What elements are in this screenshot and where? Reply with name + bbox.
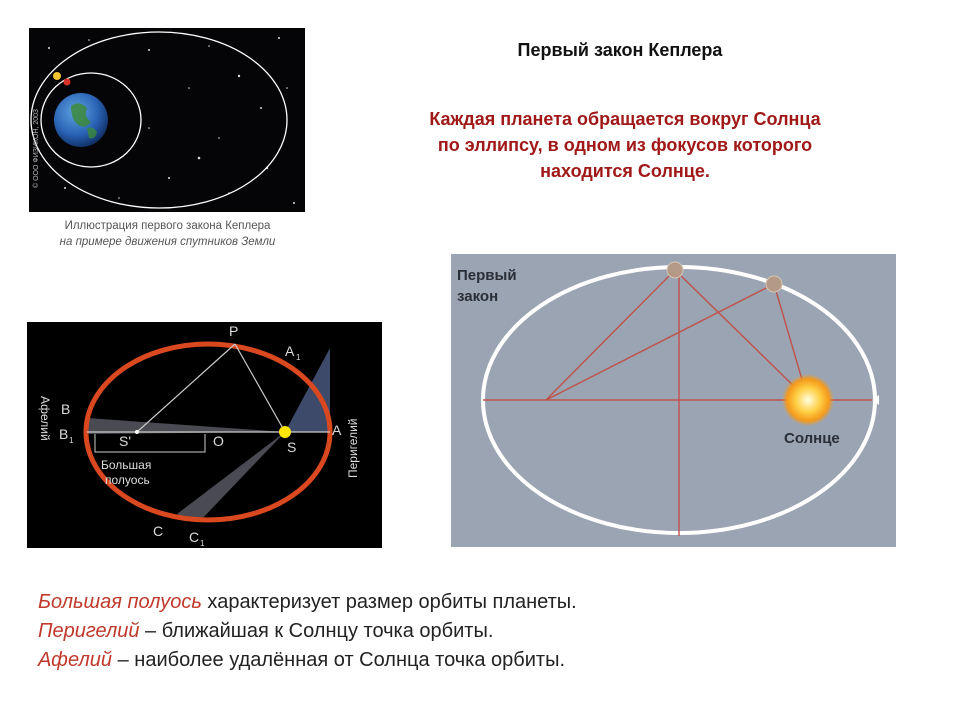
planet-icon-2 [766, 276, 782, 292]
sun-label: Солнце [784, 430, 840, 447]
definition-text: характеризует размер орбиты планеты. [201, 591, 577, 613]
label-semimajor-1: Большая [101, 458, 152, 472]
label-o: O [213, 433, 224, 449]
caption-line-1: Иллюстрация первого закона Кеплера [64, 220, 271, 232]
label-b: B [61, 401, 71, 417]
caption-line-2: на примере движения спутников Земли [59, 236, 276, 248]
law-line-1: Каждая планета обращается вокруг Солнца [429, 109, 821, 129]
definition-perihelion [38, 617, 918, 646]
label-p: P [229, 323, 239, 339]
label-s-prime: S' [119, 433, 132, 449]
law-label-line-1: Первый [457, 267, 517, 284]
definition-semimajor [38, 588, 918, 617]
watermark: © ООО ФИЗИКОН, 2003 [33, 109, 40, 188]
term-semimajor: Большая полуось [38, 591, 202, 613]
image-caption [20, 218, 315, 250]
first-law-image [451, 254, 896, 547]
satellite-yellow [53, 72, 61, 80]
label-c1-sub: 1 [200, 539, 205, 548]
law-line-3: находится Солнце. [540, 161, 710, 181]
satellite-orbits-image [29, 28, 305, 212]
orbit-diagram-image [27, 322, 382, 548]
sun-icon [782, 374, 834, 426]
law-label-line-2: закон [457, 288, 499, 305]
planet-icon-1 [667, 262, 683, 278]
definition-text: – наиболее удалённая от Солнца точка орбиты. [112, 649, 566, 671]
term-perihelion: Перигелий [38, 620, 140, 642]
law-statement [360, 106, 890, 184]
label-c: C [153, 523, 164, 539]
law-line-2: по эллипсу, в одном из фокусов которого [437, 135, 813, 155]
label-s: S [287, 439, 297, 455]
label-perihelion: Перигелий [346, 418, 360, 478]
label-b1: B [59, 426, 69, 442]
label-a1: A [285, 343, 295, 359]
label-c1: C [189, 529, 200, 545]
label-b1-sub: 1 [69, 436, 74, 445]
label-semimajor-2: полуось [105, 473, 150, 487]
page-title: Первый закон Кеплера [517, 40, 723, 60]
label-aphelion: Афелий [38, 396, 52, 441]
label-a: A [332, 422, 342, 438]
term-aphelion: Афелий [38, 649, 113, 671]
sun-icon [279, 426, 291, 438]
definitions [38, 588, 918, 675]
label-a1-sub: 1 [296, 353, 301, 362]
definition-text: – ближайшая к Солнцу точка орбиты. [139, 620, 494, 642]
satellite-red [64, 79, 71, 86]
definition-aphelion [38, 646, 918, 675]
